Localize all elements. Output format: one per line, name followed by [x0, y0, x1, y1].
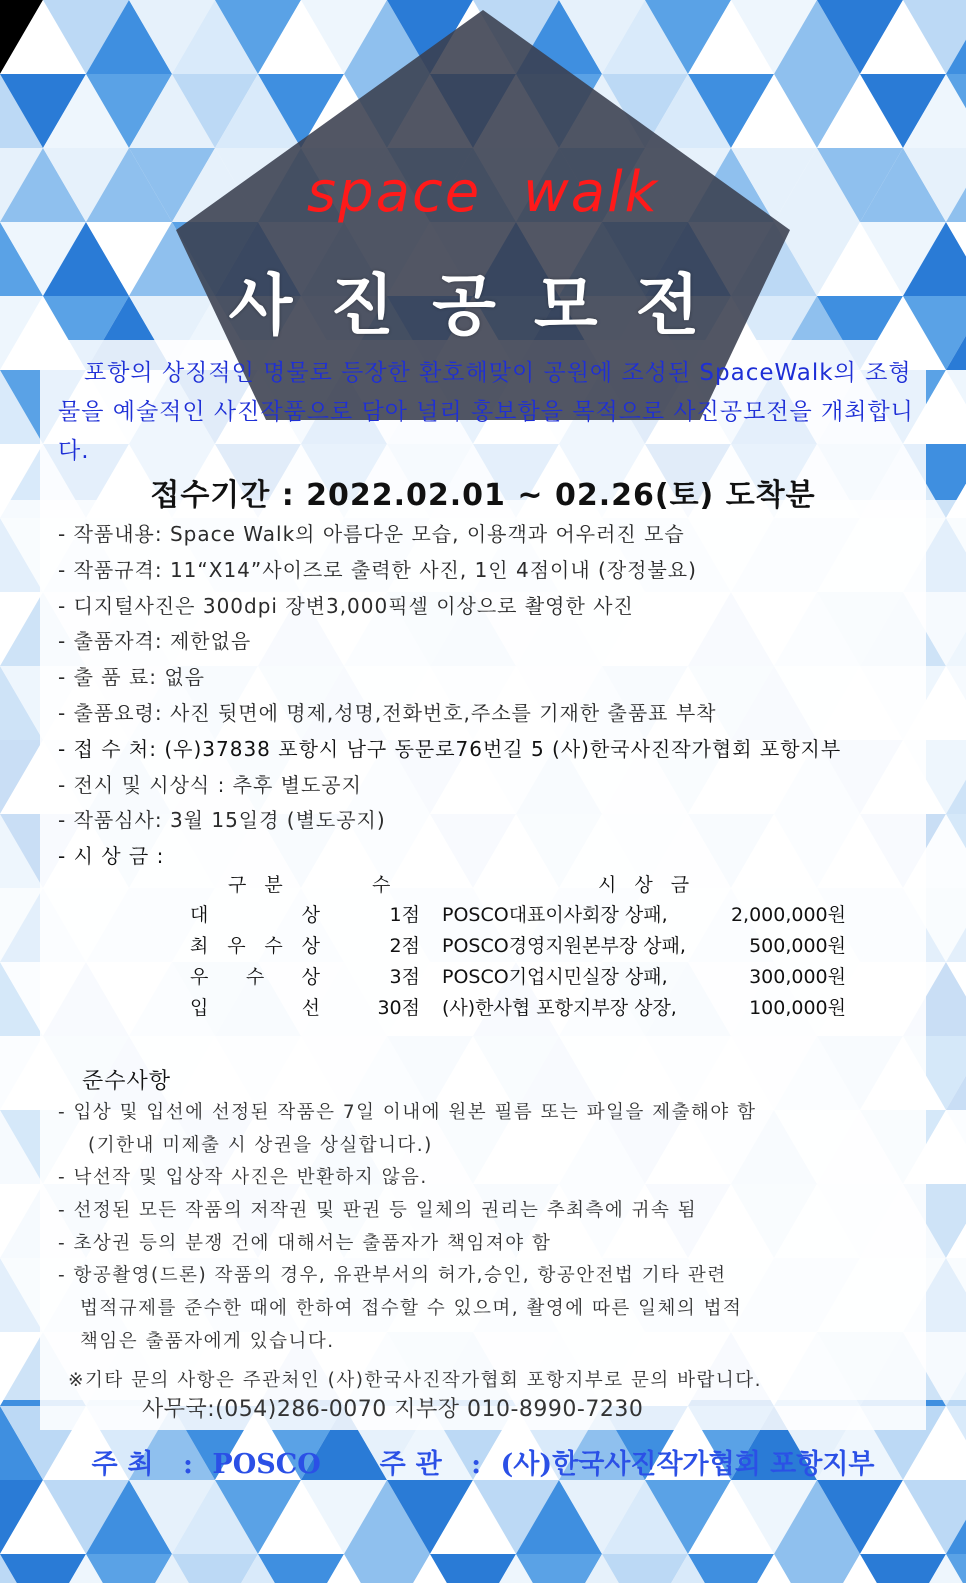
award-row	[190, 900, 870, 931]
contact-phone: 사무국:(054)286-0070 지부장 010-8990-7230	[142, 1397, 644, 1422]
award-amount: 300,000원	[749, 966, 846, 988]
notice-line: (기한내 미제출 시 상권을 상실합니다.)	[88, 1134, 433, 1156]
notice-line: - 낙선작 및 입상작 사진은 반환하지 않음.	[58, 1167, 428, 1189]
intro-paragraph: 포항의 상징적인 명물로 등장한 환호해맞이 공원에 조성된 SpaceWalk의 조형물을 예술적인 사진작품으로 담아 널리 홍보함을 목적으로 사진공모전을 개최합니다.	[58, 360, 914, 464]
submission-period: 접수기간 : 2022.02.01 ~ 02.26(토) 도착분	[150, 478, 816, 513]
organizer-name: (사)한국사진작가협회 포항지부	[500, 1449, 875, 1480]
info-line: - 출품요령: 사진 뒷면에 명제,성명,전화번호,주소를 기재한 출품표 부착	[58, 700, 717, 725]
award-count: 2점	[389, 935, 420, 957]
award-name	[190, 962, 320, 989]
contact-note: ※기타 문의 사항은 주관처인 (사)한국사진작가협회 포항지부로 문의 바랍니다.	[68, 1370, 762, 1391]
award-name-char: 대	[190, 904, 209, 926]
notice-line: - 선정된 모든 작품의 저작권 및 판권 등 일체의 권리는 추최측에 귀속 됨	[58, 1200, 698, 1222]
award-count: 1점	[389, 904, 420, 926]
award-prize: (사)한사협 포항지부장 상장,	[442, 997, 677, 1019]
award-name	[190, 993, 320, 1020]
info-line: - 전시 및 시상식 : 추후 별도공지	[58, 772, 362, 797]
award-name	[190, 900, 320, 927]
award-name-char: 수	[245, 966, 265, 988]
notice-line: 책임은 출품자에게 있습니다.	[80, 1330, 335, 1352]
award-count: 3점	[389, 966, 420, 988]
award-name-char: 상	[301, 935, 320, 957]
info-line: - 시 상 금 :	[58, 844, 165, 869]
award-name-char: 수	[264, 935, 283, 957]
awards-header-prize: 시상금	[598, 874, 708, 896]
notice-line: - 항공촬영(드론) 작품의 경우, 유관부서의 허가,승인, 항공안전법 기타 관련	[58, 1265, 727, 1287]
award-count: 30점	[377, 997, 420, 1019]
info-line: - 작품심사: 3월 15일경 (별도공지)	[58, 808, 386, 833]
notice-line: - 초상권 등의 분쟁 건에 대해서는 출품자가 책임져야 함	[58, 1232, 552, 1254]
info-line: - 디지털사진은 300dpi 장변3,000픽셀 이상으로 촬영한 사진	[58, 593, 634, 618]
award-row	[190, 962, 870, 993]
award-row	[190, 931, 870, 962]
host-name: POSCO	[212, 1449, 321, 1480]
notice-list	[58, 1098, 938, 1360]
host-label: 주최 :	[91, 1449, 203, 1480]
awards-table	[190, 870, 870, 1024]
award-name-char: 우	[227, 935, 246, 957]
award-name-char: 입	[190, 997, 209, 1019]
award-prize: POSCO경영지원본부장 상패,	[442, 935, 686, 957]
award-row	[190, 993, 870, 1024]
award-name-char: 상	[301, 966, 320, 988]
info-line: - 출품자격: 제한없음	[58, 629, 252, 654]
award-name-char: 우	[190, 966, 209, 988]
organizer-label: 주관 :	[379, 1449, 492, 1480]
notice-line: 법적규제를 준수한 때에 한하여 접수할 수 있으며, 촬영에 따른 일체의 법적	[80, 1298, 743, 1320]
notice-title: 준수사항	[82, 1069, 172, 1094]
award-amount: 2,000,000원	[730, 904, 846, 926]
award-name-char: 선	[301, 997, 320, 1019]
awards-header-count: 수	[372, 874, 391, 896]
event-title-english: space walk	[306, 160, 660, 225]
award-name-char: 최	[190, 935, 209, 957]
notice-line: - 입상 및 입선에 선정된 작품은 7일 이내에 원본 필름 또는 파일을 제출해야 함	[58, 1102, 757, 1123]
info-line: - 접 수 처: (우)37838 포항시 남구 동문로76번길 5 (사)한국사진작가협회 포항지부	[58, 736, 842, 761]
event-title-korean: 사진공모전	[228, 267, 738, 344]
award-prize: POSCO기업시민실장 상패,	[442, 966, 668, 988]
awards-header-category: 구분	[228, 874, 301, 896]
awards-header	[190, 870, 870, 900]
footer-organizers	[0, 1442, 966, 1481]
award-name-char: 상	[301, 904, 320, 926]
info-line: - 출 품 료: 없음	[58, 665, 205, 690]
award-name	[190, 931, 320, 958]
info-line: - 작품규격: 11“X14”사이즈로 출력한 사진, 1인 4점이내 (장정불요)	[58, 557, 697, 582]
award-prize: POSCO대표이사회장 상패,	[442, 904, 668, 926]
entry-info-list	[58, 518, 938, 876]
info-line: - 작품내용: Space Walk의 아름다운 모습, 이용객과 어우러진 모습	[58, 522, 685, 546]
award-amount: 100,000원	[749, 997, 846, 1019]
award-amount: 500,000원	[749, 935, 846, 957]
